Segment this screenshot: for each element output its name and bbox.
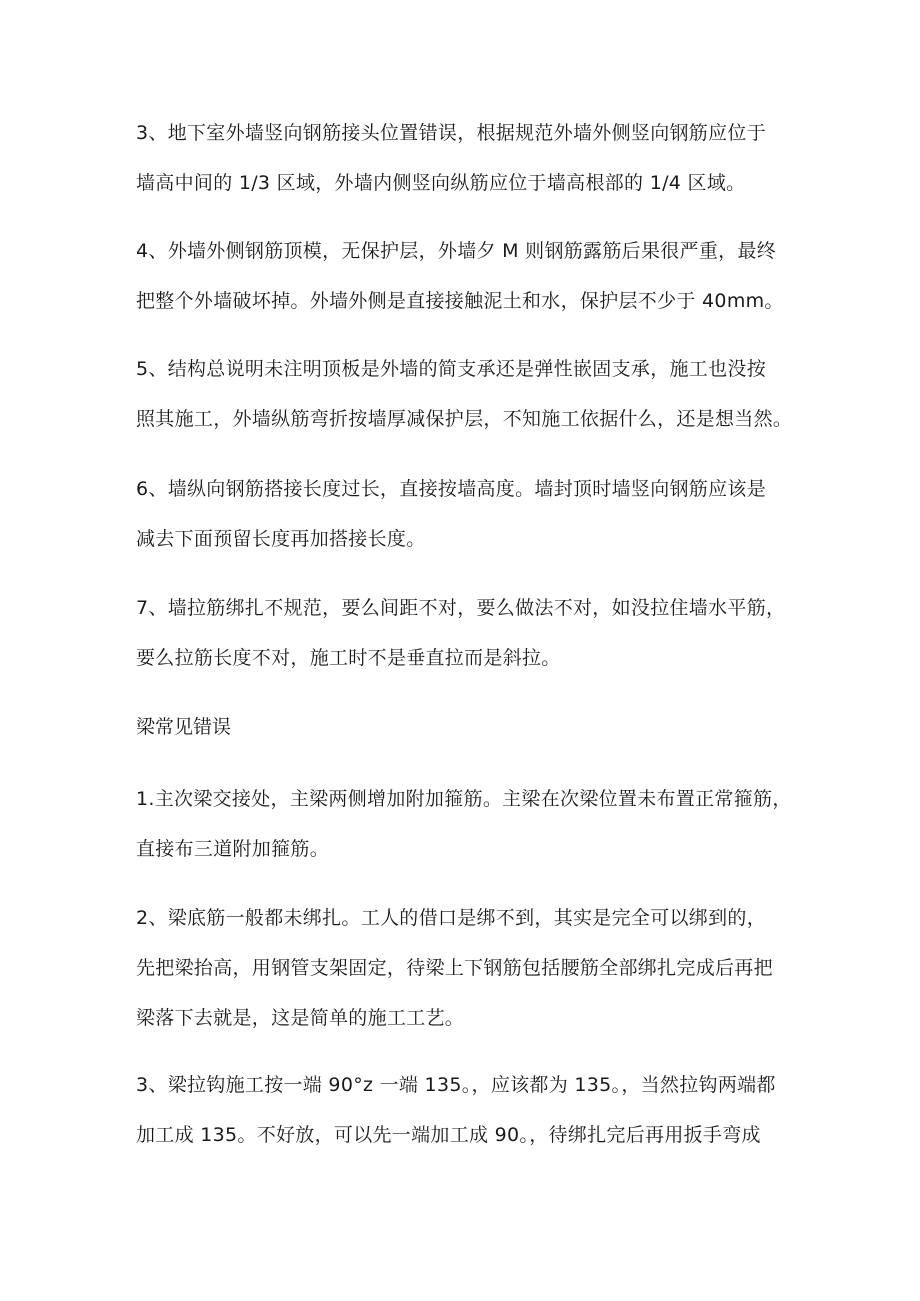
paragraph-tie-bar [136,583,796,683]
text-line: 3、地下室外墙竖向钢筋接头位置错误，根据规范外墙外侧竖向钢筋应位于 [136,122,766,144]
text-line: 1.主次梁交接处，主梁两侧增加附加箍筋。主梁在次梁位置未布置正常箍筋， [136,788,792,810]
text-line: 照其施工，外墙纵筋弯折按墙厚减保护层，不知施工依据什么，还是想当然。 [136,408,793,430]
paragraph-beam-bottom-bars [136,893,796,1043]
text-line: 7、墙拉筋绑扎不规范，要么间距不对，要么做法不对，如没拉住墙水平筋， [136,597,786,619]
text-line: 加工成 135。不好放，可以先一端加工成 90。，待绑扎完后再用扳手弯成 [136,1124,761,1146]
text-line: 5、结构总说明未注明顶板是外墙的简支承还是弹性嵌固支承，施工也没按 [136,358,766,380]
paragraph-beam-stirrups [136,774,796,874]
paragraph-lap-length [136,464,796,564]
text-line: 2、梁底筋一般都未绑扎。工人的借口是绑不到，其实是完全可以绑到的， [136,907,766,929]
paragraph-wall-cover [136,226,796,326]
text-line: 3、梁拉钩施工按一端 90°z 一端 135。，应该都为 135。，当然拉钩两端都 [136,1074,776,1096]
text-line: 把整个外墙破坏掉。外墙外侧是直接接触泥土和水，保护层不少于 40mm。 [136,290,784,312]
text-line: 直接布三道附加箍筋。 [136,838,330,860]
text-line: 减去下面预留长度再加搭接长度。 [136,528,426,550]
text-line: 梁落下去就是，这是简单的施工工艺。 [136,1007,465,1029]
paragraph-beam-hooks [136,1060,796,1160]
paragraph-roof-support [136,344,796,444]
text-line: 墙高中间的 1/3 区域，外墙内侧竖向纵筋应位于墙高根部的 1/4 区域。 [136,172,746,194]
section-heading: 梁常见错误 [136,716,232,738]
text-line: 要么拉筋长度不对，施工时不是垂直拉而是斜拉。 [136,647,561,669]
text-line: 先把梁抬高，用钢管支架固定，待梁上下钢筋包括腰筋全部绑扎完成后再把 [136,957,773,979]
text-line: 4、外墙外侧钢筋顶模，无保护层，外墙夕 M 则钢筋露筋后果很严重，最终 [136,240,777,262]
text-line: 6、墙纵向钢筋搭接长度过长，直接按墙高度。墙封顶时墙竖向钢筋应该是 [136,478,766,500]
paragraph-wall-joint [136,108,796,208]
